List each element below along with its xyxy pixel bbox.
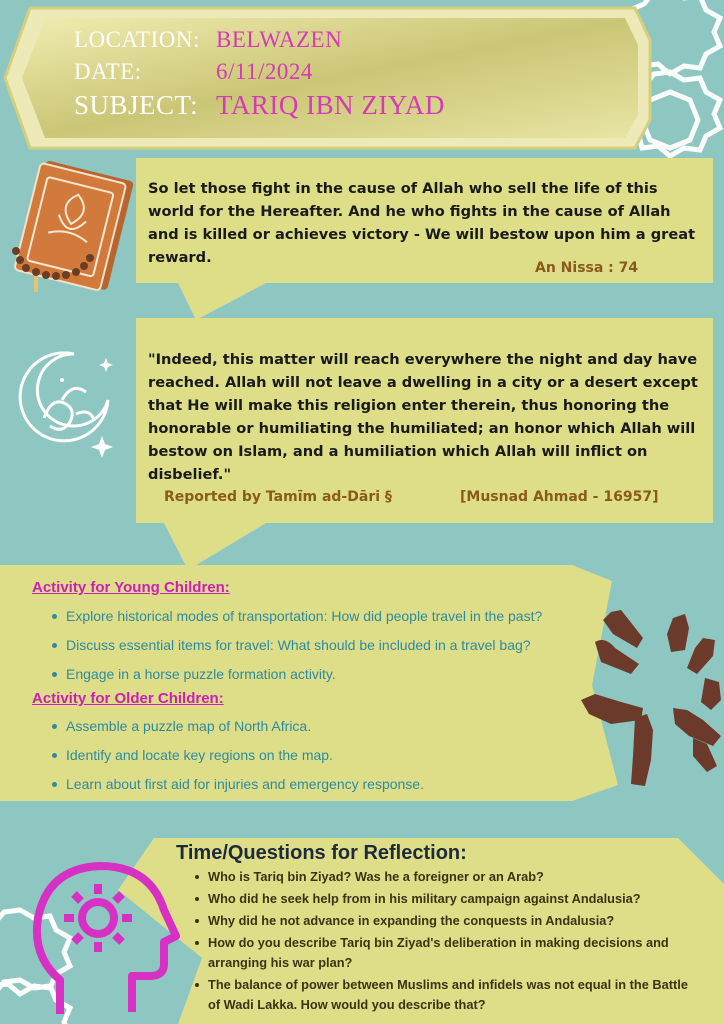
head-gear-icon bbox=[30, 862, 180, 1024]
hadith-text: "Indeed, this matter will reach everywhere the night and day have reached. Allah will not leave a dwelling in a city or a desert except that He will make this religion enter therein, thus honoring the honorable or humiliating the humiliated; an honor which Allah will bestow on Islam, and a humiliation which Allah will inflict on disbelief." bbox=[148, 351, 698, 483]
young-activity-list bbox=[34, 606, 594, 693]
location-label: LOCATION: bbox=[74, 27, 200, 52]
location-value: BELWAZEN bbox=[216, 27, 343, 52]
list-item: Assemble a puzzle map of North Africa. bbox=[34, 716, 594, 745]
list-item: Why did he not advance in expanding the conquests in Andalusia? bbox=[194, 911, 694, 931]
list-item: The balance of power between Muslims and infidels was not equal in the Battle of Wadi Lakka. How would you describe that? bbox=[194, 975, 694, 1015]
quran-book-icon bbox=[6, 158, 136, 298]
list-item: Identify and locate key regions on the map. bbox=[34, 745, 594, 774]
quran-reference: An Nissa : 74 bbox=[535, 260, 639, 276]
list-item: Who did he seek help from in his military campaign against Andalusia? bbox=[194, 889, 694, 909]
date-value: 6/11/2024 bbox=[216, 59, 313, 84]
list-item: Who is Tariq bin Ziyad? Was he a foreigner or an Arab? bbox=[194, 867, 694, 887]
older-activity-title: Activity for Older Children: bbox=[32, 690, 224, 707]
date-label: DATE: bbox=[74, 59, 142, 84]
header-date-row bbox=[74, 59, 313, 85]
reflection-title: Time/Questions for Reflection: bbox=[176, 842, 467, 864]
subject-label: SUBJECT: bbox=[74, 90, 199, 120]
muhammad-calligraphy-icon bbox=[4, 340, 122, 458]
header-subject-row bbox=[74, 90, 445, 121]
reflection-question-list bbox=[194, 867, 694, 1017]
list-item: How do you describe Tariq bin Ziyad's deliberation in making decisions and arranging his war plan? bbox=[194, 933, 694, 973]
list-item: Learn about first aid for injuries and emergency response. bbox=[34, 774, 594, 803]
list-item: Engage in a horse puzzle formation activity. bbox=[34, 664, 594, 693]
subject-value: TARIQ IBN ZIYAD bbox=[216, 90, 445, 120]
older-activity-list bbox=[34, 716, 594, 803]
hands-together-icon bbox=[575, 608, 724, 788]
hadith-source: [Musnad Ahmad - 16957] bbox=[460, 489, 659, 505]
list-item: Explore historical modes of transportation: How did people travel in the past? bbox=[34, 606, 594, 635]
list-item: Discuss essential items for travel: What should be included in a travel bag? bbox=[34, 635, 594, 664]
hadith-narrator: Reported by Tamīm ad-Dāri § bbox=[164, 489, 392, 505]
quran-verse-text: So let those fight in the cause of Allah who sell the life of this world for the Hereafter. And he who fights in the cause of Allah and is killed or achieves victory - We will bestow upon him a great reward. bbox=[148, 180, 696, 266]
young-activity-title: Activity for Young Children: bbox=[32, 579, 230, 596]
header-location-row bbox=[74, 27, 342, 53]
